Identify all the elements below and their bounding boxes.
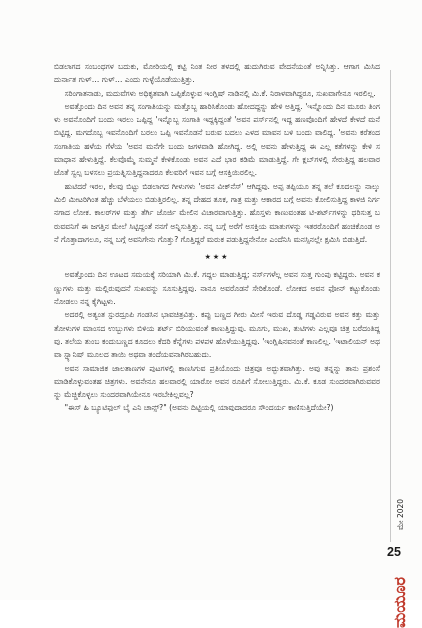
article-column [54, 60, 380, 415]
margin-rule [390, 70, 391, 542]
article-paragraph: ಅವತ್ತೊಂದು ದಿನ ಊಟದ ಸಮಯಕ್ಕೆ ಸರಿಯಾಗಿ ಮಿ.ಕೆ. ಗದ್ದಲ ಮಾಡುತ್ತಿದ್ದ; ನರ್ಸ್‌ಗಳೆಲ್ಲ ಅವನ ಸುತ್ತ ಗುಂಪು ಕಟ್ಟಿದ್ದರು. ಅವನ ಕಣ್ಣುಗಳು ಮತ್ತು ಮಲ್ಲಿರುವುದನೆ ಸುಖವನ್ನು ಸೂಸುತ್ತಿದ್ದವು. ನಾನೂ ಅವರೊಡನೆ ಸೇರಿಕೊಂಡೆ. ಲೋಕದ ಅವನ ಫೋನ್ ಕಟ್ಟುಕೊಂಡು ನೋಡಲು ನನ್ನ ಕೈಗಿಟ್ಟಳು. [54, 270, 380, 307]
magazine-name: ಮಯೂರ [390, 576, 409, 628]
article-quote: "ಈಸ್ ಹಿ ಬ್ಯೂಟಿಫುಲ್ ಬೈ ಎನಿ ಚಾನ್ಸ್?" (ಅವನು ದಿಟ್ಟಿಯಲ್ಲಿ ಯಾವುದಾದರೂ ಸೌಂದರ್ಯ ಕಾಣಿಸುತ್ತಿದೆಯೇ?) [64, 403, 334, 413]
article-paragraph: ಬಿಡಲಾಗದ ಸಂಬಂಧಗಳ ಬದುಕು, ಮೋರಿಯಲ್ಲಿ ಕಟ್ಟಿ ನಿಂತ ನೀರ ತಳದಲ್ಲಿ ಹುದುಗಿರುವ ವೇದನೆಯಂತೆ ಅನ್ನಿಸಿತ್ತು. ಆಗಾಗ ಮಿಸಿದ ದುರ್ನಾತ ಗುಳ್… ಗುಳ್… ಎಂದು ಗುಳ್ಳೆಯೊಡೆಯುತ್ತಿತ್ತು. [54, 62, 380, 85]
issue-date: ಮೇ 2020 [396, 498, 405, 530]
article-paragraph: ಸರಿಂಗಾತನಾಡು, ಮದುವೆಗಳು ಅಧಿಕೃತವಾಗಿ ಒಪ್ಪಿಕೊಳ್ಳುವ ಇಂಗ್ಲಿಷ್ ನಾಡಿನಲ್ಲಿ ಮಿ.ಕೆ. ನಿರಾಳವಾಗಿದ್ದರೂ, ಸುಖವಾಗೇನೂ ಇರಲಿಲ್ಲ. [64, 88, 376, 98]
page-number: 25 [387, 545, 401, 559]
section-separator: ★★★ [204, 253, 230, 262]
article-paragraph: ಅವನ ಸಾಮಾಜಿಕ ಜಾಲತಾಣಗಳ ಪುಟಗಳಲ್ಲಿ ಕಾಣಸಿಗುವ ಪ್ರತಿಯೊಂದು ಚಿತ್ರವೂ ಅದ್ಭುತವಾಗಿತ್ತು. ಅವು ತನ್ನನ್ನು ತಾನು ಪ್ರಶಂಸೆ ಮಾಡಿಕೊಳ್ಳುವಂತಹ ಚಿತ್ರಗಳು. ಅವನೇನೂ ಹಲವಾರಲ್ಲಿ ಯಾರೋ ಅವನ ರೂಪಿಗೆ ಸೋಲುತ್ತಿದ್ದರು. ಮಿ.ಕೆ. ಕೂಡ ಸುಂದರವಾಗಿರುವವರನ್ನು ಮೆಚ್ಚಿಕೊಳ್ಳಲು ಸುಂದರವಾಗಿಯೇನೂ ಇರಬೇಕಿಲ್ಲವಲ್ಲ? [54, 363, 380, 400]
article-paragraph: ಅವತ್ತೊಂದು ದಿನ ಅವನ ತನ್ನ ಸಂಗಾತಿಯನ್ನು ಮತ್ತೊಬ್ಬ ಹಾರಿಸಿಕೊಂಡು ಹೋದದ್ದನ್ನು ಹೇಳಿ ಅತ್ತಿದ್ದ. 'ಇನ್ನೊಂದು ದಿನ ಮೂರು ತಿಂಗಳು ಅವನೊಂದಿಗೆ ಬಂದು ಇರಲು ಒಪ್ಪಿದ್ದ 'ಇನ್ನೊಬ್ಬ ಸಂಗಾತಿ ಇದ್ದಕ್ಕಿದ್ದಂತೆ 'ಅವನ ಪರ್ಸ್‌ನಲ್ಲಿ ಇದ್ದ ಹಣವೊಂದಿಗೆ ಹೇಳದೆ ಕೇಳದೆ ಮನೆ ಬಿಟ್ಟಿದ್ದ. ಮಗದೊಬ್ಬ ಇವನೊಂದಿಗೆ ಬರಲು ಒಪ್ಪಿ ಇವನೊಡನೆ ಬರುವ ಬದಲು ಎಳದ ಮಾವನ ಬಳಿ ಬಂದು ವಾಲಿದ್ದ. 'ಅವನು ಕರೆತಂದ ಸಂಗಾತಿಯ ಹಳೆಯ ಗೆಳೆಯ 'ಅವನ ಮನೆಗೇ ಬಂದು ಜಗಳವಾಡಿ ಹೋಗಿದ್ದ. ಅಲ್ಲಿ ಅವನು ಹೇಳುತ್ತಿದ್ದ ಈ ಎಲ್ಲ ಕತೆಗಳನ್ನು ಕೇಳಿ ಸಮಾಧಾನ ಹೇಳುತ್ತಿದ್ದೆ. ಕೆಲವೊಮ್ಮೆ ಸುಮ್ಮನೆ ಕೇಳಿಕೊಂಡು ಅವನ ಎದೆ ಭಾರ ಕಡಿಮೆ ಮಾಡುತ್ತಿದ್ದೆ. ಗೇ ಕ್ಲಬ್‌ಗಳಲ್ಲಿ ಸೇರುತ್ತಿದ್ದ ಹಲವಾರ ಜೊತೆ ಸ್ವಲ್ಪ ಬಳಸಲು ಪ್ರಯತ್ನಿಸುತ್ತಿದ್ದನಾದರೂ ಕೆಲವರಿಗೆ ಇವನ ಬಗ್ಗೆ ಆಸಕ್ತಿಯಿರಲಿಲ್ಲ. [54, 101, 380, 178]
article-paragraph: ಹುಟಿದರೆ ಇರಲ, ಕೆಲವು ಬಿಟ್ಟು ಬಿಡಲಾಗದ ಗೀಳುಗಳು 'ಅವನ ವೀಕ್‌ನೆಸ್' ಆಗಿದ್ದವು. ಅಪ್ಪ ತಪ್ಪಿಯೂ ತನ್ನ ತಲೆ ಕೂದಲನ್ನು ನಾಲ್ಕು ಮಿಲಿ ಮೀಟರಿಗಿಂತ ಹೆಚ್ಚು ಬೆಳೆಯಲು ಬಿಡುತ್ತಿರಲಿಲ್ಲ. ತನ್ನ ದೇಹದ ತೂಕ, ಗಾತ್ರ ಮತ್ತು ಆಕಾರದ ಬಗ್ಗೆ ಅವನು ಕೋಲಿಸುತ್ತಿದ್ದ ಕಾಳಜಿ ನಿರ್ಗನಗಾದ ಲೋಕ. ಕಾಲರ್‌ಗಳ ಮತ್ತು ತೆರ್ಗಿ ಜೊರ್ಜಿ ಮೇಲಿನ ವಿಚಾರವಾಗುತ್ತಿತ್ತು. ಹೊಸ್ತಳು ಕಾಣುವಂತಹ ಟಿ-ಶರ್ಟ್‌ಗಳನ್ನು ಧರಿಸುತ್ತ ಬರುವವನಿಗೆ ಈ ಜಗತ್ತಿನ ಮೇಲೆ ಸಿಟ್ಟಿದ್ದಂತೆ ನನಗೆ ಅನ್ನಿಸುತ್ತಿತ್ತು. ನನ್ನ ಬಗ್ಗೆ ಅರೆಗೆ ಅಸಕ್ತಿಯ ಮಾತುಗಳನ್ನು ಇತರರೊಂದಿಗೆ ಹಂಚಿಕೊಂಡ ಅನೆ ಗೊತ್ತಾದಾಗಲೂ, ನನ್ನ ಬಗ್ಗೆ ಅವನಿಗೇನು ಗೊತ್ತು? ಗೊತ್ತಿದ್ದರೆ ಮರುಕ ಪಡುತ್ತಿದ್ದನೇನೋ ಎಂದೆನಿಸಿ ಮನಸ್ಸಿನಲ್ಲೇ ಕ್ಷಮಿಸಿ ಬಿಡುತ್ತಿದೆ. [54, 181, 380, 244]
article-paragraph: ಅದರಲ್ಲಿ ಅತ್ಯಂತ ಸ್ಪುರದ್ರೂಪಿ ಗಂಡಸಿನ ಭಾವಚಿತ್ರವಿತ್ತು. ಕಪ್ಪು ಬಣ್ಣದ ಗೀರು ಮೀಸೆ ಇರುವ ದೊಡ್ಡ ಗಡ್ಡವಿರುವ ಅವನ ಕತ್ತು ಮತ್ತು ತೋಳುಗಳ ಮಾಂಸದ ಉಬ್ಬುಗಳು ಬಿಳಿಯ ಶರ್ಟ್ ಬಿರಿಯುವಂತೆ ಕಾಣುತ್ತಿದ್ದುವು. ಮೂಗು, ಮುಖ, ತುಟಿಗಳು ಎಲ್ಲವೂ ಚಿತ್ರ ಬರೆದಂತಿದ್ದವು. ತಲೆಯ ತುಂಬ ಕಂದುಬಣ್ಣದ ಕೂದಲು ಕೆದರಿ ಕೆನ್ನೆಗಳು ಪಳಪಳ ಹೊಳೆಯುತ್ತಿದ್ದವು. 'ಇಂಗ್ಲಿಷಿನವನಂತೆ ಕಾಣಲಿಲ್ಲ. 'ಇಟಾಲಿಯನ್ ಅಥವಾ ಸ್ಪ್ಯಾನಿಷ್ ಮೂಲದ ತಾಯಿ ಅಥವಾ ತಂದೆಯವನಾಗಿರಬಹುದು. [54, 310, 380, 360]
